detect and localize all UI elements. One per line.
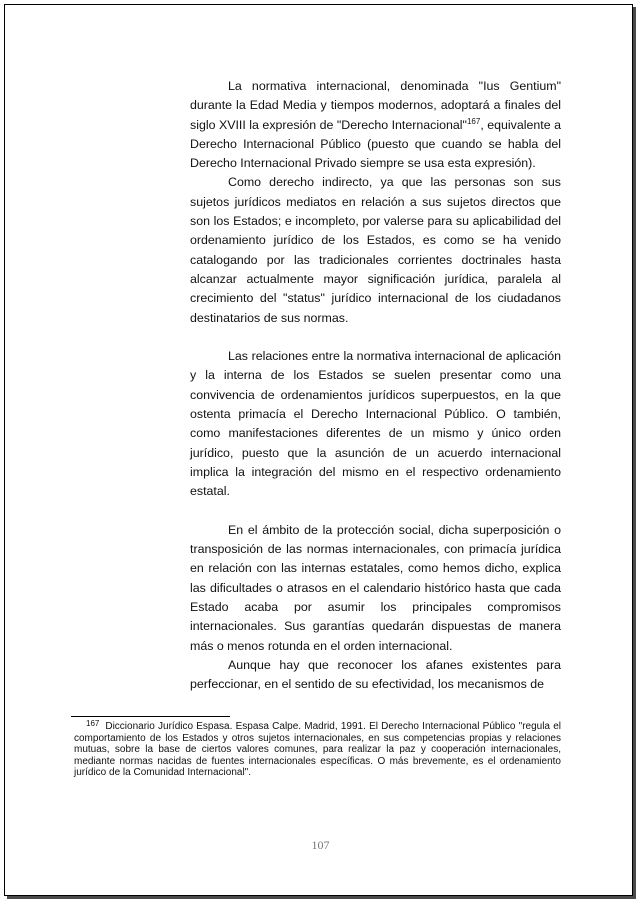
footnote-separator [71,716,230,717]
body-text [190,77,561,695]
paragraph-3: Las relaciones entre la normativa internacional de aplicación y la interna de los Estados se suelen presentar como una convivencia de ordenamientos jurídicos superpuestos, en la que ostenta primacía el Derecho Internacional Público. O también, como manifestaciones diferentes de un mismo y único orden jurídico, puesto que la asunción de un acuerdo internacional implica la integración del mismo en el respectivo ordenamiento estatal. [190,349,561,499]
page-number: 107 [311,838,330,852]
footnote [74,721,561,779]
paragraph-4: En el ámbito de la protección social, dicha superposición o transposición de las normas internacionales, con primacía jurídica en relación con las internas estatales, como hemos dicho, explica las dificultades o atrasos en el calendario histórico hasta que cada Estado acaba por asumir los principales compromisos internacionales. Sus garantías quedarán dispuestas de manera más o menos rotunda en el orden internacional. [190,522,561,653]
paragraph-2: Como derecho indirecto, ya que las personas son sus sujetos jurídicos mediatos en relación a sus sujetos directos que son los Estados; e incompleto, por valerse para su aplicabilidad del ordenamiento jurídico de los Estados, es como se ha venido catalogando por las tradicionales corrientes doctrinales hasta alcanzar actualmente mayor significación jurídica, paralela al crecimiento del "status" jurídico internacional de los ciudadanos destinatarios de sus normas. [190,175,561,325]
paragraph-1: La normativa internacional, denominada "Ius Gentium" durante la Edad Media y tiempos modernos, adoptará a finales del siglo XVIII la expresión de "Derecho Internacional"$^{167}$, equivalente a Derecho Internacional Público (puesto que cuando se habla del Derecho Internacional Privado siempre se usa esta expresión). [190,79,561,171]
paragraph-5: Aunque hay que reconocer los afanes existentes para perfeccionar, en el sentido de su efectividad, los mecanismos de [190,657,561,692]
footnote-text: Diccionario Jurídico Espasa. Espasa Calpe. Madrid, 1991. El Derecho Internacional Público "regula el comportamiento de los Estados y otros sujetos internacionales, en sus competencias propias y relaciones mutuas, sobre la base de ciertos valores comunes, para realizar la paz y cooperación internacionales, mediante normas nacidas de fuentes internacionales específicas. O más brevemente, es el ordenamiento jurídico de la Comunidad Internacional". [74,721,561,779]
footnote-number: 167 [86,719,100,728]
footnote-reference[interactable]: 167 [466,116,481,126]
